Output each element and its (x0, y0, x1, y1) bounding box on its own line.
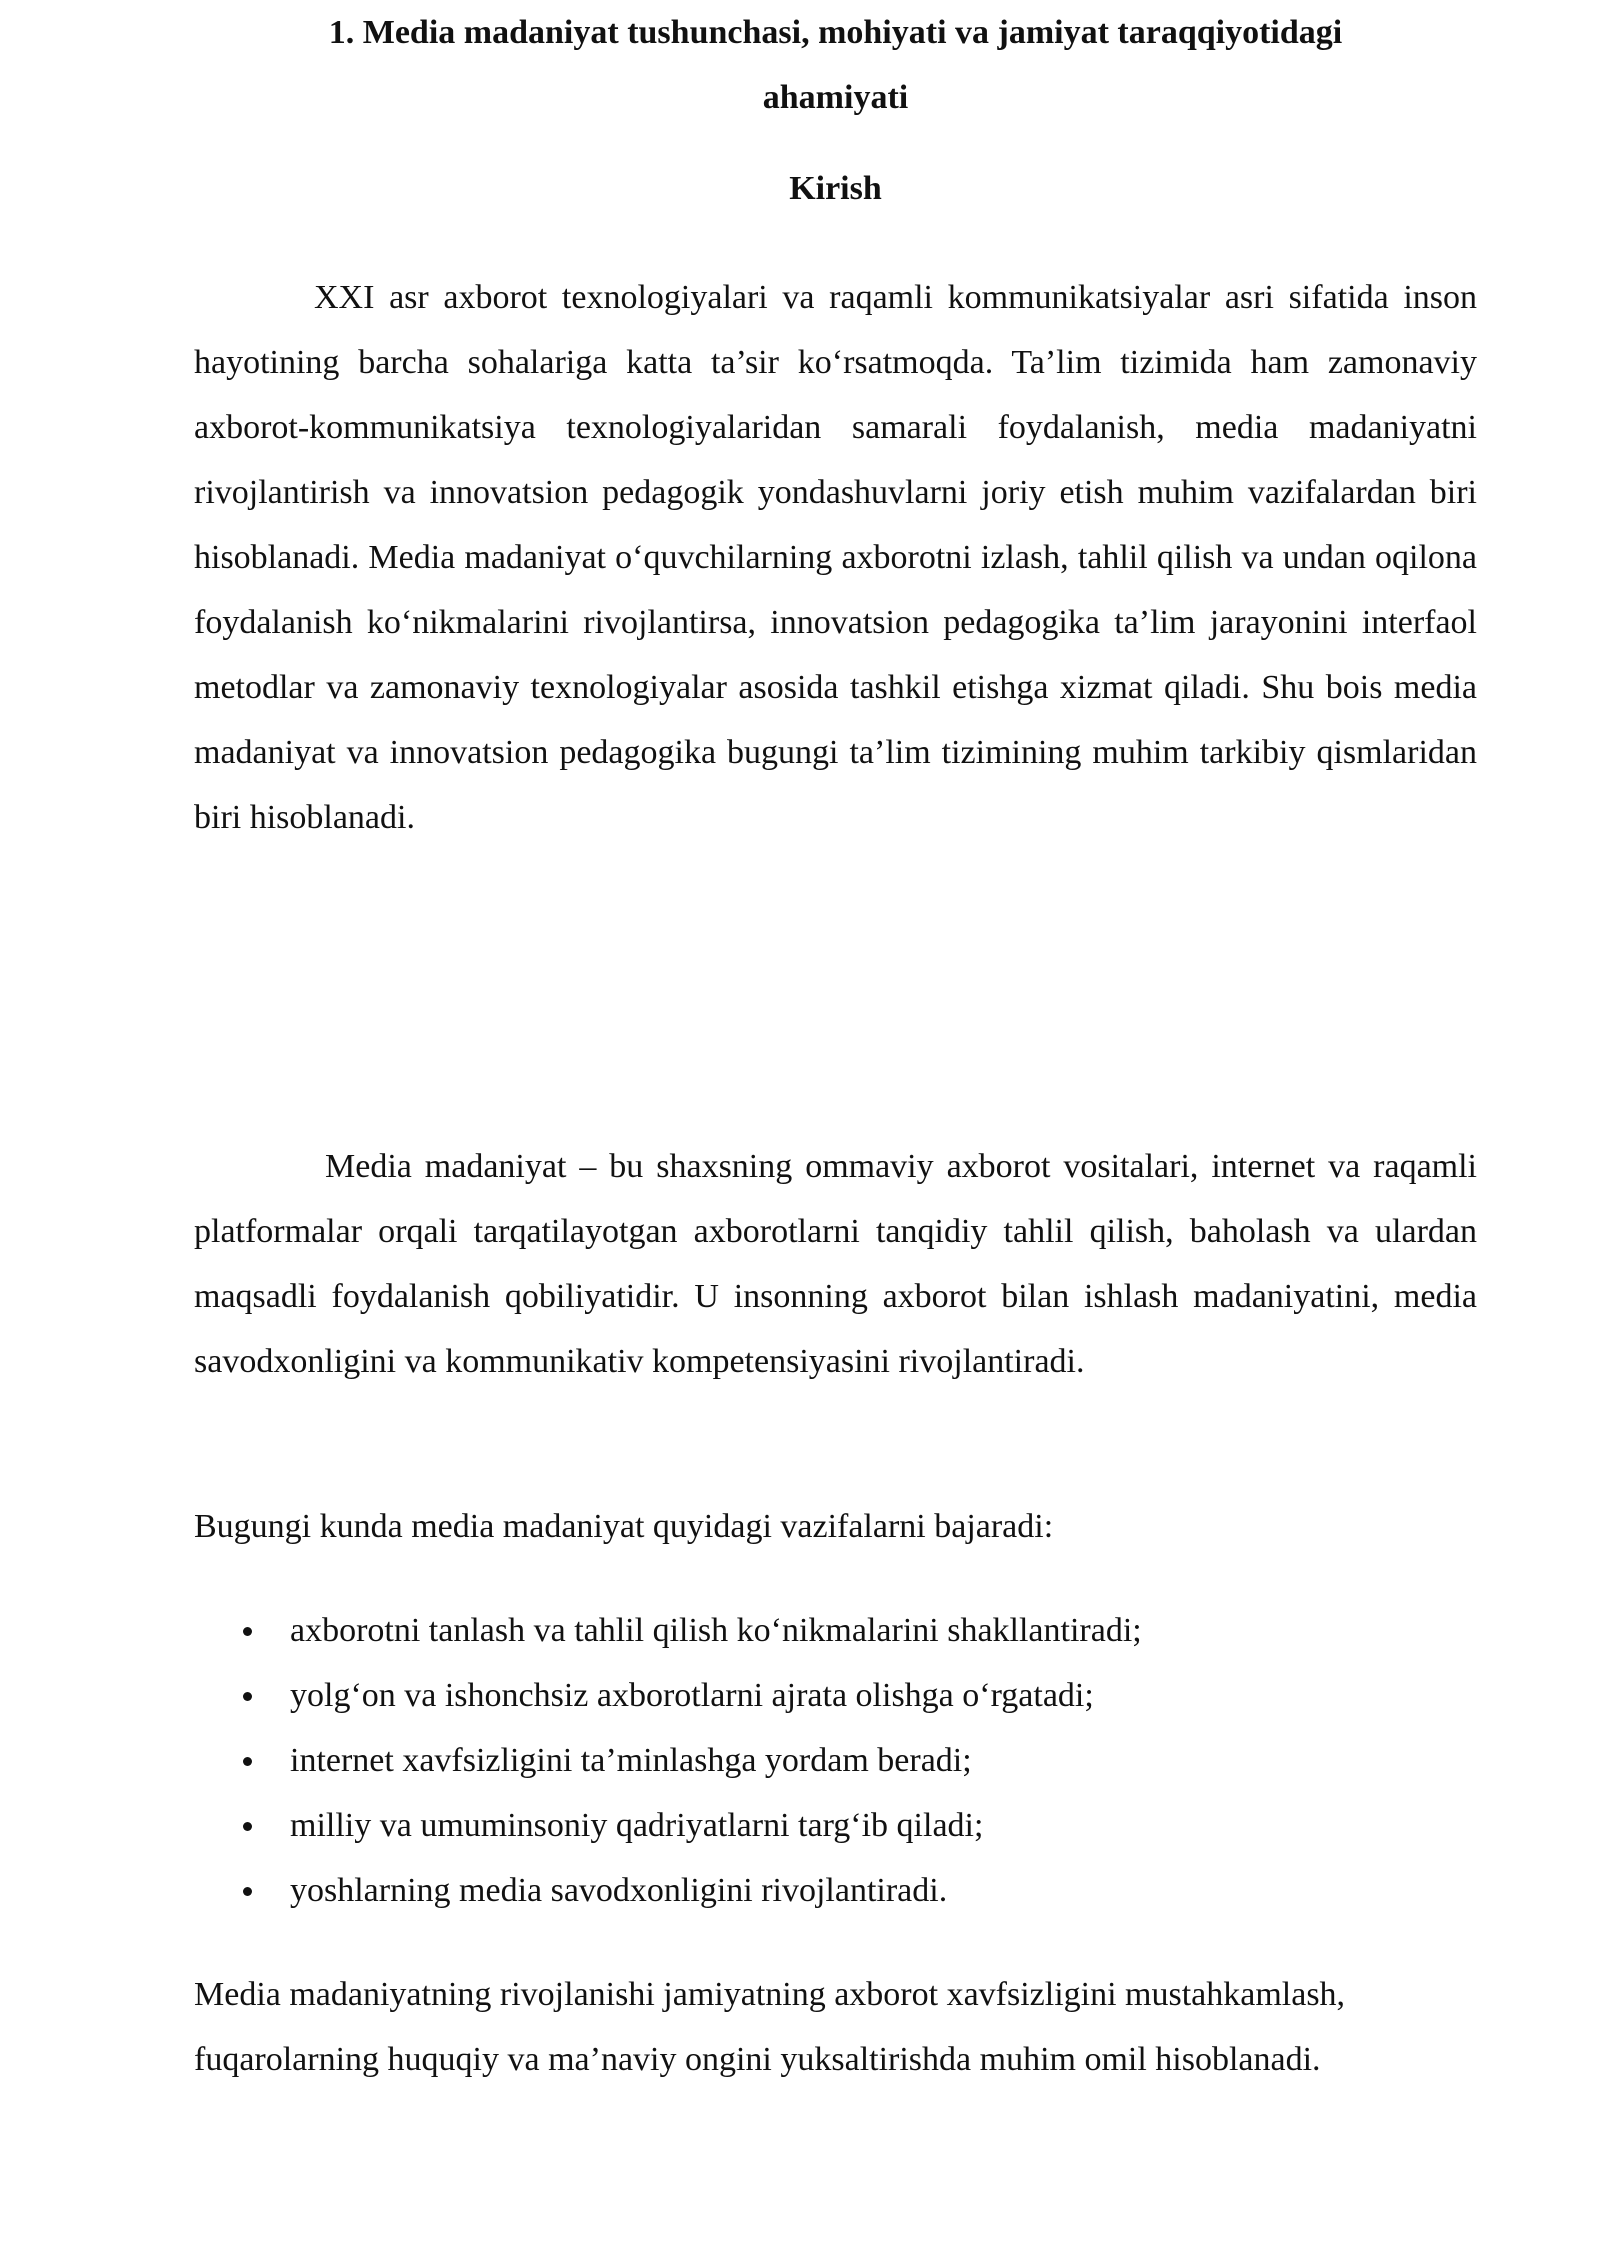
list-item-text: internet xavfsizligini ta’minlashga yordam beradi; (290, 1742, 972, 1779)
bullet-icon (243, 1627, 252, 1636)
tasks-list (194, 1598, 1142, 1923)
list-item-text: yolg‘on va ishonchsiz axborotlarni ajrata olishga o‘rgatadi; (290, 1677, 1094, 1714)
bullet-icon (243, 1692, 252, 1701)
list-item (194, 1598, 1142, 1663)
tasks-intro: Bugungi kunda media madaniyat quyidagi vazifalarni bajaradi: (194, 1508, 1054, 1545)
intro-heading: Kirish (789, 170, 882, 207)
closing-paragraph: Media madaniyatning rivojlanishi jamiyatning axborot xavfsizligini mustahkamlash, fuqarolarning huquqiy va ma’naviy ongini yuksaltirishda muhim omil hisoblanadi. (194, 1976, 1346, 2078)
section-1-heading-line-2: ahamiyati (762, 79, 909, 116)
list-item (194, 1663, 1142, 1728)
bullet-icon (243, 1887, 252, 1896)
list-item-text: axborotni tanlash va tahlil qilish ko‘nikmalarini shakllantiradi; (290, 1612, 1142, 1649)
list-item (194, 1858, 1142, 1923)
document-page (194, 0, 1477, 2078)
section-1-heading (194, 0, 1477, 130)
list-item (194, 1728, 1142, 1793)
section-1-heading-line-1: 1. Media madaniyat tushunchasi, mohiyati va jamiyat taraqqiyotidagi (328, 14, 1343, 51)
list-item-text: yoshlarning media savodxonligini rivojlantiradi. (290, 1872, 948, 1909)
list-item (194, 1793, 1142, 1858)
bullet-icon (243, 1757, 252, 1766)
list-item-text: milliy va umuminsoniy qadriyatlarni targ‘ib qiladi; (290, 1807, 984, 1844)
section-1-paragraph: Media madaniyat – bu shaxsning ommaviy axborot vositalari, internet va raqamli platformalar orqali tarqatilayotgan axborotlarni tanqidiy tahlil qilish, baholash va ulardan maqsadli foydalanish qobiliyatidir. U insonning axborot bilan ishlash madaniyatini, media savodxonligini va kommunikativ kompetensiyasini rivojlantiradi. (194, 1148, 1477, 1380)
bullet-icon (243, 1822, 252, 1831)
intro-paragraph: XXI asr axborot texnologiyalari va raqamli kommunikatsiyalar asri sifatida inson hayotining barcha sohalariga katta ta’sir ko‘rsatmoqda. Ta’lim tizimida ham zamonaviy axborot-kommunikatsiya texnologiyalaridan samarali foydalanish, media madaniyatni rivojlantirish va innovatsion pedagogik yondashuvlarni joriy etish muhim vazifalardan biri hisoblanadi. Media madaniyat o‘quvchilarning axborotni izlash, tahlil qilish va undan oqilona foydalanish ko‘nikmalarini rivojlantirsa, innovatsion pedagogika ta’lim jarayonini interfaol metodlar va zamonaviy texnologiyalar asosida tashkil etishga xizmat qiladi. Shu bois media madaniyat va innovatsion pedagogika bugungi ta’lim tizimining muhim tarkibiy qismlaridan biri hisoblanadi. (194, 279, 1477, 836)
